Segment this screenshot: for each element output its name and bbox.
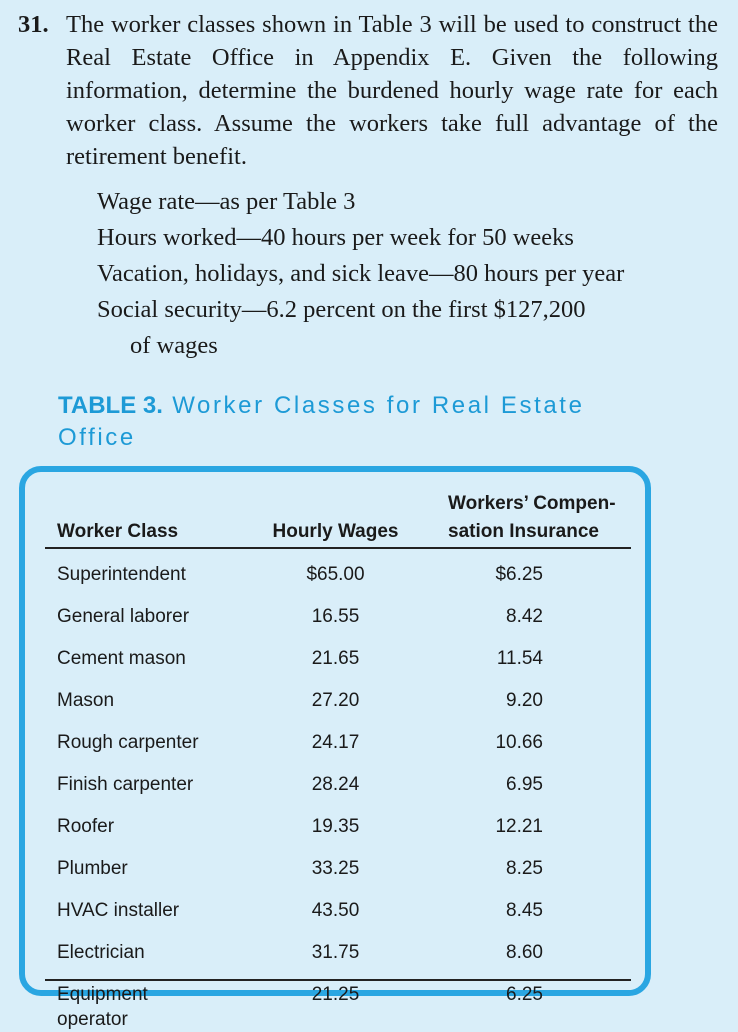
table-row bbox=[45, 808, 631, 850]
cell-worker: Superintendent bbox=[57, 564, 186, 585]
cell-wage: 31.75 bbox=[311, 942, 360, 963]
table-row bbox=[45, 598, 631, 640]
table-row bbox=[45, 892, 631, 934]
cell-wage: 21.65 bbox=[311, 648, 360, 669]
table-row bbox=[45, 934, 631, 976]
given-social-security: Social security—6.2 percent on the first $127,200 bbox=[97, 296, 586, 323]
cell-wage: 28.24 bbox=[311, 774, 360, 795]
table-label: TABLE 3. bbox=[58, 392, 163, 419]
table-row bbox=[45, 724, 631, 766]
cell-worker: Rough carpenter bbox=[57, 732, 199, 753]
cell-wage: 24.17 bbox=[311, 732, 360, 753]
cell-worker: Finish carpenter bbox=[57, 774, 194, 795]
cell-comp: 6.95 bbox=[506, 774, 543, 795]
header-comp-line1: Workers’ Compen- bbox=[448, 493, 616, 514]
cell-wage: 21.25 bbox=[311, 984, 360, 1005]
cell-wage: 27.20 bbox=[311, 690, 360, 711]
given-vacation: Vacation, holidays, and sick leave—80 hours per year bbox=[97, 260, 625, 287]
cell-worker-text: Equipment operator bbox=[57, 984, 148, 1030]
header-comp-line2: sation Insurance bbox=[448, 521, 599, 542]
cell-comp: 12.21 bbox=[495, 816, 543, 837]
given-wage-rate: Wage rate—as per Table 3 bbox=[97, 188, 356, 215]
table-panel bbox=[19, 466, 651, 1030]
table-row bbox=[45, 640, 631, 682]
problem-31 bbox=[18, 8, 718, 173]
cell-wage: 16.55 bbox=[311, 606, 360, 627]
table-row bbox=[45, 766, 631, 808]
cell-wage: 19.35 bbox=[311, 816, 360, 837]
cell-comp: 10.66 bbox=[495, 732, 543, 753]
problem-text: The worker classes shown in Table 3 will be used to construct the Real Estate Office in Appendix E. Given the following information, determine the burdened hourly wage rate for each worker class. Assume the workers take full advantage of the retirement benefit. bbox=[66, 11, 718, 170]
cell-comp: 9.20 bbox=[506, 690, 543, 711]
cell-wage: $65.00 bbox=[306, 564, 365, 585]
bottom-rule bbox=[45, 979, 631, 981]
cell-comp: 8.25 bbox=[506, 858, 543, 879]
header-rule bbox=[45, 547, 631, 549]
table-title bbox=[58, 390, 658, 454]
cell-worker: General laborer bbox=[57, 606, 190, 627]
cell-worker: Electrician bbox=[57, 942, 145, 963]
given-social-security-cont: of wages bbox=[130, 332, 218, 359]
cell-comp: 11.54 bbox=[496, 648, 543, 669]
cell-comp: 8.45 bbox=[506, 900, 543, 921]
header-worker-class: Worker Class bbox=[57, 521, 179, 542]
cell-worker: Cement mason bbox=[57, 648, 186, 669]
given-hours-worked: Hours worked—40 hours per week for 50 weeks bbox=[97, 224, 574, 251]
table-row bbox=[45, 682, 631, 724]
table-row bbox=[45, 850, 631, 892]
cell-wage: 33.25 bbox=[311, 858, 360, 879]
cell-comp: 8.42 bbox=[506, 606, 543, 627]
cell-worker: Plumber bbox=[57, 858, 128, 879]
cell-wage: 43.50 bbox=[311, 900, 360, 921]
given-information bbox=[97, 184, 717, 364]
header-hourly-wages: Hourly Wages bbox=[272, 521, 399, 542]
worker-classes-table bbox=[45, 490, 631, 1032]
table-row bbox=[45, 556, 631, 598]
problem-number: 31. bbox=[18, 11, 49, 38]
cell-worker: Mason bbox=[57, 690, 115, 711]
cell-comp: 8.60 bbox=[506, 942, 543, 963]
cell-comp: $6.25 bbox=[495, 564, 543, 585]
cell-worker: Roofer bbox=[57, 816, 115, 837]
cell-comp: 6.25 bbox=[506, 984, 543, 1005]
table-caption: Worker Classes for Real Estate Office bbox=[58, 392, 585, 451]
cell-worker: HVAC installer bbox=[57, 900, 180, 921]
